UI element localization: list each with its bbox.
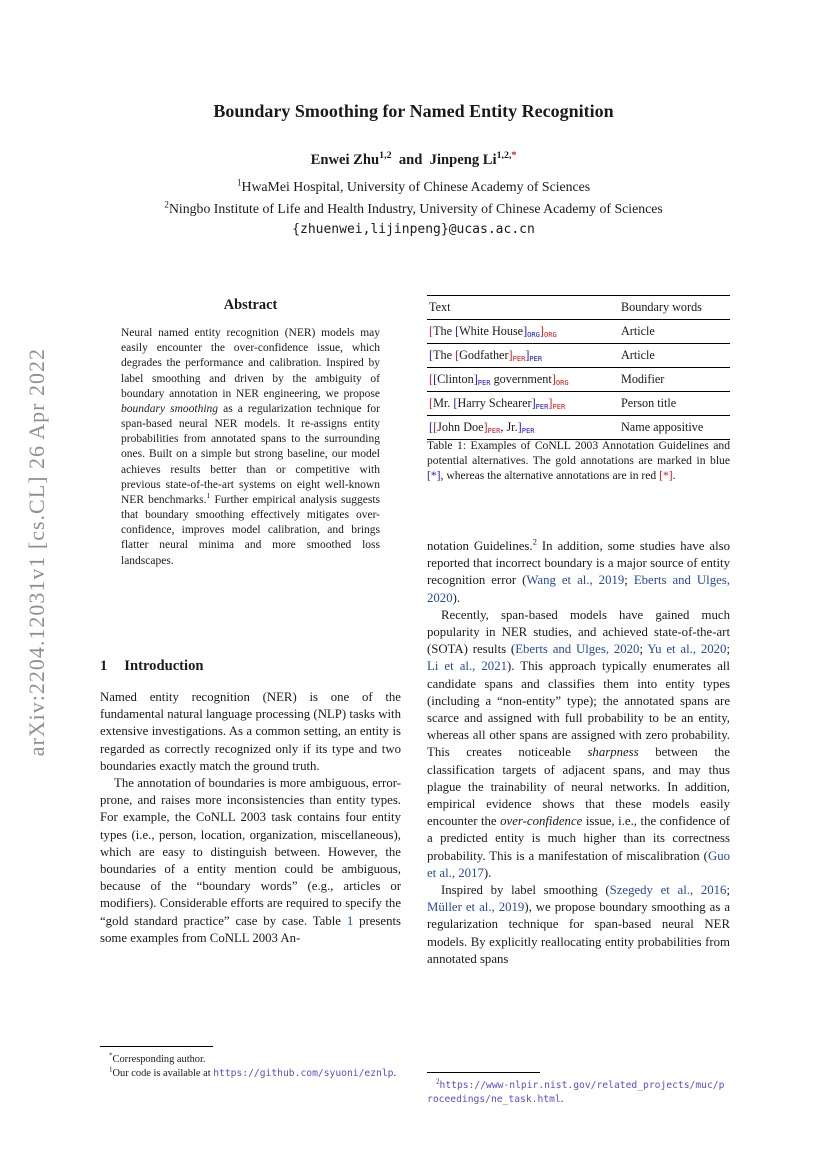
text-run: White House [459, 324, 524, 338]
table-row [427, 416, 730, 440]
affiliation-marker: 1,2, [496, 150, 512, 162]
text-run: PER [477, 377, 491, 387]
text-run: and [391, 152, 430, 168]
text-run: Further empirical analysis suggests that boundary smoothing effectively mitigates over-confidence, improves model calibration, and brings flatter neural minima and more smoothed loss landscapes. [121, 493, 380, 567]
table-header-text: Text [429, 300, 451, 314]
left-column-body [100, 689, 401, 947]
text-run: ] [517, 420, 522, 434]
table-cell-text [427, 344, 619, 368]
text-run: [ [429, 372, 434, 386]
text-run: [*] [659, 469, 673, 483]
footnote-marker: * [109, 1051, 113, 1060]
paper-title: Boundary Smoothing for Named Entity Recognition [213, 101, 614, 121]
affiliation-2 [0, 201, 827, 217]
footnote-1 [100, 1067, 401, 1081]
table-cell-text [427, 416, 619, 440]
table-row [427, 320, 730, 344]
text-run: [ [429, 396, 434, 410]
text-run: The [433, 348, 456, 362]
paragraph [427, 607, 730, 882]
table-row [427, 344, 730, 368]
text-run: PER [535, 401, 549, 411]
text-run: The annotation of boundaries is more ambiguous, error-prone, and raises more inconsistencies than entity types. For example, the CoNLL 2003 task contains four entity types (i.e., person, location, organization, miscellaneous), which are easy to distinguish between. However, the boundaries of a entity mention could be ambiguous, because of the “boundary words” (e.g., articles or modifiers). Considerable efforts are required to specify the “gold standard practice” case by case. Table [100, 776, 401, 928]
text-run: Mr. [433, 396, 454, 410]
section-1-heading [100, 658, 401, 675]
text-run: over-confidence [500, 814, 583, 829]
text-run: [ [429, 324, 434, 338]
text-run: ), we propose boundary smoothing as a regularization technique for span-based neural NER models. By explicitly reallocating entity probabilities from annotated spans [427, 900, 730, 966]
text-run: ; [639, 642, 648, 657]
text-run: boundary smoothing [121, 402, 219, 415]
footnote-marker: 2 [436, 1077, 440, 1086]
text-run: Neural named entity recognition (NER) models may easily encounter the over-confidence issue, which degrades the performance and calibration. Inspired by label smoothing and driven by the ambiguity of boundary annotation in NER engineering, we propose [121, 327, 380, 400]
text-run: [ [455, 324, 460, 338]
text-run: . [672, 469, 676, 483]
url-link[interactable]: https://github.com/syuoni/eznlp [213, 1067, 394, 1079]
text-run: [ [455, 348, 460, 362]
text-run: government [490, 372, 552, 386]
text-run: Clinton [437, 372, 474, 386]
paragraph [427, 538, 730, 607]
text-run: presents some examples from CoNLL 2003 An- [100, 913, 401, 945]
text-run: ; [726, 642, 730, 657]
footnote-2 [427, 1079, 730, 1107]
text-run: ] [548, 396, 553, 410]
table-cell-boundary: Article [621, 348, 655, 362]
table-cell-text [427, 392, 619, 416]
text-run: John Doe [437, 420, 484, 434]
text-run: Godfather [459, 348, 509, 362]
citation-link[interactable]: Eberts and Ulges, 2020 [515, 642, 640, 657]
footnote-marker[interactable]: 1 [206, 491, 211, 501]
footnote-star [100, 1053, 401, 1067]
table-cell-boundary: Modifier [621, 372, 665, 386]
abstract-heading: Abstract [223, 297, 278, 313]
citation-link[interactable]: Li et al., 2021 [427, 659, 507, 674]
table-row [427, 368, 730, 392]
text-run: . [393, 1067, 397, 1079]
table-cell-text [427, 320, 619, 344]
table-1 [427, 295, 730, 440]
text-run: ; [624, 573, 634, 588]
section-number: 1 [100, 658, 108, 674]
text-run: PER [521, 425, 535, 435]
text-run: as a regularization technique for span-based neural NER models. It re-assigns entity probabilities from annotated spans to the surrounding ones. Built on a simple but strong baseline, our model achieves results better than or competitive with previous state-of-the-art systems on eight well-known NER benchmarks. [121, 402, 381, 506]
footnote-marker: 1 [109, 1065, 113, 1074]
abstract-text [121, 326, 380, 569]
text-run: [ [453, 396, 458, 410]
text-run: ] [551, 372, 556, 386]
citation-link[interactable]: Yu et al., 2020 [647, 642, 727, 657]
text-run: PER [512, 353, 526, 363]
text-run: Harry Schearer [457, 396, 532, 410]
text-run: ORG [555, 377, 569, 387]
table-header-boundary: Boundary words [621, 300, 702, 314]
text-run: ] [523, 324, 528, 338]
text-run: Table 1: Examples of CoNLL 2003 Annotation Guidelines and potential alternatives. The gold annotations are marked in blue [427, 439, 730, 468]
text-run: Named entity recognition (NER) is one of the fundamental natural language processing (NLP) tasks with extensive investigations. As a common setting, an entity is regarded as correctly recognized only if its type and two boundaries exactly match the ground truth. [100, 690, 401, 773]
footnote-rule [100, 1046, 213, 1047]
table-cell-boundary: Person title [621, 396, 677, 410]
url-link[interactable]: https://www-nlpir.nist.gov/related_projects/muc/proceedings/ne_task.html [427, 1080, 725, 1105]
text-run: PER [552, 401, 566, 411]
text-run: , Jr. [500, 420, 518, 434]
text-run: ] [508, 348, 513, 362]
paragraph [100, 775, 401, 947]
text-run: Ningbo Institute of Life and Health Industry, University of Chinese Academy of Sciences [168, 201, 663, 216]
citation-link[interactable]: Wang et al., 2019 [526, 573, 625, 588]
right-column-body [427, 538, 730, 968]
ref-link[interactable]: 1 [346, 913, 354, 928]
text-run: . [560, 1093, 564, 1105]
text-run: ). [483, 865, 492, 880]
arxiv-watermark: arXiv:2204.12031v1 [cs.CL] 26 Apr 2022 [24, 348, 49, 757]
text-run: ; [726, 883, 730, 898]
text-run: notation Guidelines. [427, 539, 533, 553]
text-run: PER [487, 425, 501, 435]
text-run: ] [473, 372, 478, 386]
text-run: between the classification targets of adjacent spans, and may thus plague the trainability of neural networks. In addition, empirical evidence shows that these models easily encounter the [427, 745, 730, 829]
section-title: Introduction [124, 658, 204, 674]
text-run: issue, i.e., the confidence of a predicted entity is much higher than its correctness probability. This is a manifestation of miscalibration ( [427, 814, 730, 863]
text-run: , whereas the alternative annotations are in red [440, 469, 660, 483]
table-cell-text [427, 368, 619, 392]
text-run: Recently, span-based models have gained much popularity in NER studies, and achieved state-of-the-art (SOTA) results ( [427, 607, 730, 657]
text-run: sharpness [587, 745, 639, 760]
text-run: ). This approach typically enumerates all candidate spans and classifies them into entity types (including a “non-entity” type); the annotated spans are scarce and assigned with full probability to be an entity, whereas all other spans are assigned with zero probability. This creates noticeable [427, 659, 730, 760]
citation-link[interactable]: Guo et al., 2017 [427, 848, 730, 880]
text-run: ] [531, 396, 536, 410]
text-run: ] [539, 324, 544, 338]
text-run: HwaMei Hospital, University of Chinese Academy of Sciences [241, 179, 591, 194]
affiliation-1 [0, 179, 827, 195]
text-run: ] [525, 348, 530, 362]
affiliation-marker: 1,2 [379, 150, 392, 162]
text-run: [*] [427, 469, 441, 483]
authors-line [0, 152, 827, 169]
text-run: Corresponding author. [112, 1054, 206, 1065]
text-run: Enwei Zhu [310, 152, 380, 168]
text-run: ). [452, 590, 461, 605]
text-run: ] [483, 420, 488, 434]
email-line: {zhuenwei,lijinpeng}@ucas.ac.cn [292, 222, 535, 237]
text-run: [ [429, 348, 434, 362]
paragraph [427, 882, 730, 968]
text-run: PER [529, 353, 543, 363]
text-run: The [433, 324, 456, 338]
text-run: [ [433, 420, 438, 434]
table-row [427, 392, 730, 416]
table-caption [427, 438, 730, 483]
text-run: Our code is available at [112, 1067, 214, 1079]
text-run: ORG [527, 329, 540, 339]
footnote-rule [427, 1072, 540, 1073]
footnote-marker[interactable]: 2 [532, 536, 537, 547]
affiliation-marker: 1 [236, 178, 242, 189]
text-run: In addition, some studies have also reported that incorrect boundary is a major source of entity recognition error ( [427, 539, 731, 588]
footnotes-right [427, 1079, 730, 1107]
table-cell-boundary: Name appositive [621, 420, 704, 434]
affiliation-marker: 2 [164, 200, 169, 211]
corresponding-author-marker: * [511, 150, 517, 162]
text-run: [ [433, 372, 438, 386]
table-cell-boundary: Article [621, 324, 655, 338]
citation-link[interactable]: Eberts and Ulges, 2020 [427, 573, 730, 605]
text-run: [ [429, 420, 434, 434]
footnotes-left [100, 1053, 401, 1081]
paragraph [100, 689, 401, 775]
table-header-row [427, 296, 730, 320]
text-run: Jinpeng Li [429, 152, 497, 168]
citation-link[interactable]: Szegedy et al., 2016 [609, 883, 727, 898]
citation-link[interactable]: Müller et al., 2019 [427, 900, 525, 915]
text-run: Inspired by label smoothing ( [441, 883, 610, 898]
text-run: ORG [543, 329, 557, 339]
